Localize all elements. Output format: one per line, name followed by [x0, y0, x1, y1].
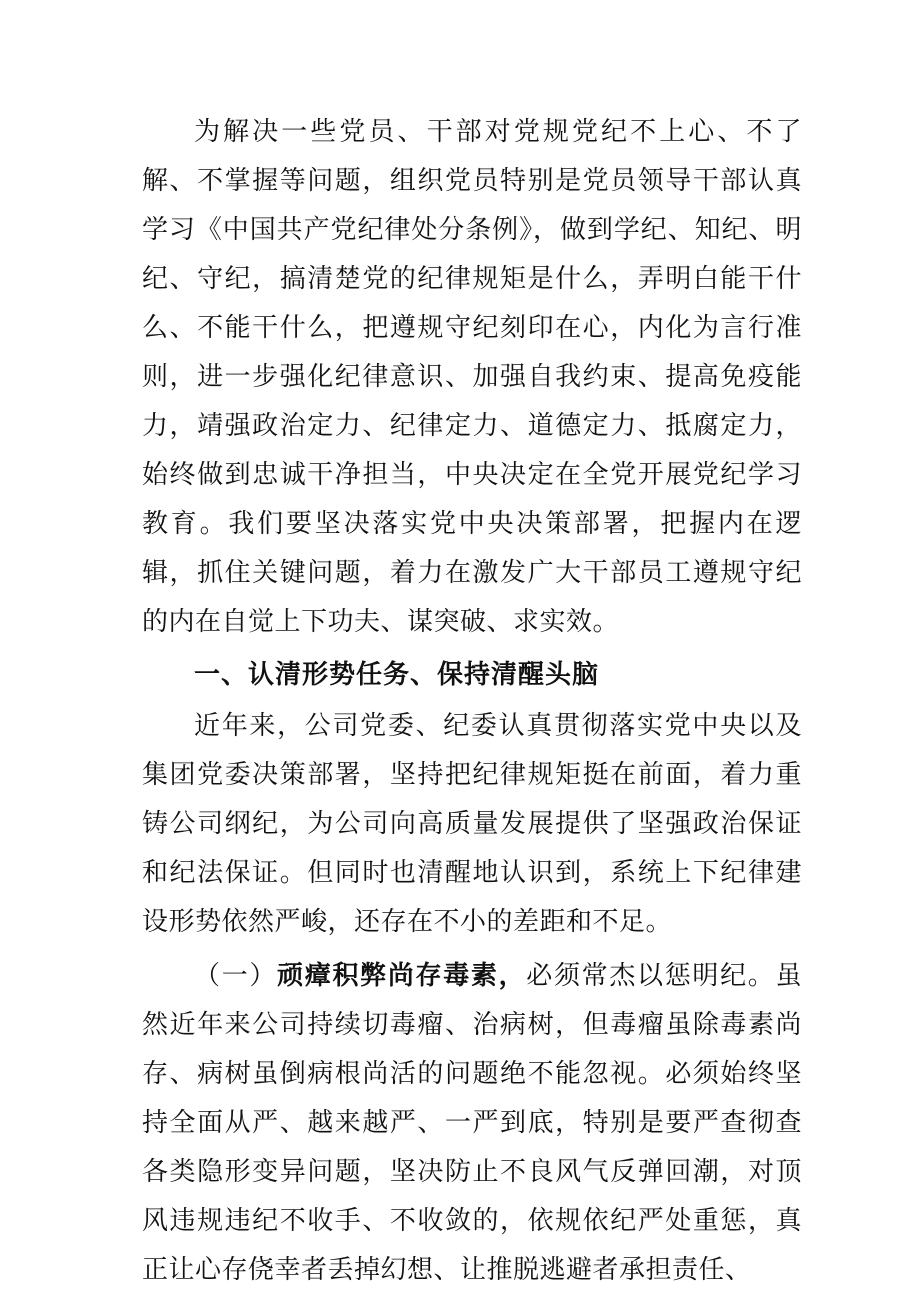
subsection-paragraph [142, 952, 802, 1295]
document-page [142, 108, 802, 1295]
subsection-body: 必须常杰以惩明纪。虽然近年来公司持续切毒瘤、治病树，但毒瘤虽除毒素尚存、病树虽倒病根尚活的问题绝不能忽视。必须始终坚持全面从严、越来越严、一严到底，特别是要严查彻查各类隐形变异问题，坚决防止不良风气反弹回潮，对顶风违规违纪不收手、不收敛的，依规依纪严处重惩，真正让心存侥幸者丢掉幻想、让推脱逃避者承担责任、 [142, 961, 802, 1285]
subsection-number: （一） [194, 961, 278, 991]
subsection-title: 顽瘴积弊尚存毒素， [277, 961, 527, 991]
section-heading: 一、认清形势任务、保持清醒头脑 [194, 660, 600, 690]
section-paragraph: 近年来，公司党委、纪委认真贯彻落实党中央以及集团党委决策部署，坚持把纪律规矩挺在前面，着力重铸公司纲纪，为公司向高质量发展提供了坚强政治保证和纪法保证。但同时也清醒地认识到，系统上下纪律建设形势依然严峻，还存在不小的差距和不足。 [142, 711, 802, 937]
intro-paragraph: 为解决一些党员、干部对党规党纪不上心、不了解、不掌握等问题，组织党员特别是党员领导干部认真学习《中国共产党纪律处分条例》，做到学纪、知纪、明纪、守纪，搞清楚党的纪律规矩是什么，弄明白能干什么、不能干什么，把遵规守纪刻印在心，内化为言行准则，进一步强化纪律意识、加强自我约束、提高免疫能力，靖强政治定力、纪律定力、道德定力、抵腐定力，始终做到忠诚干净担当，中央决定在全党开展党纪学习教育。我们要坚决落实党中央决策部署，把握内在逻辑，抓住关键问题，着力在激发广大干部员工遵规守纪的内在自觉上下功夫、谋突破、求实效。 [142, 117, 802, 637]
